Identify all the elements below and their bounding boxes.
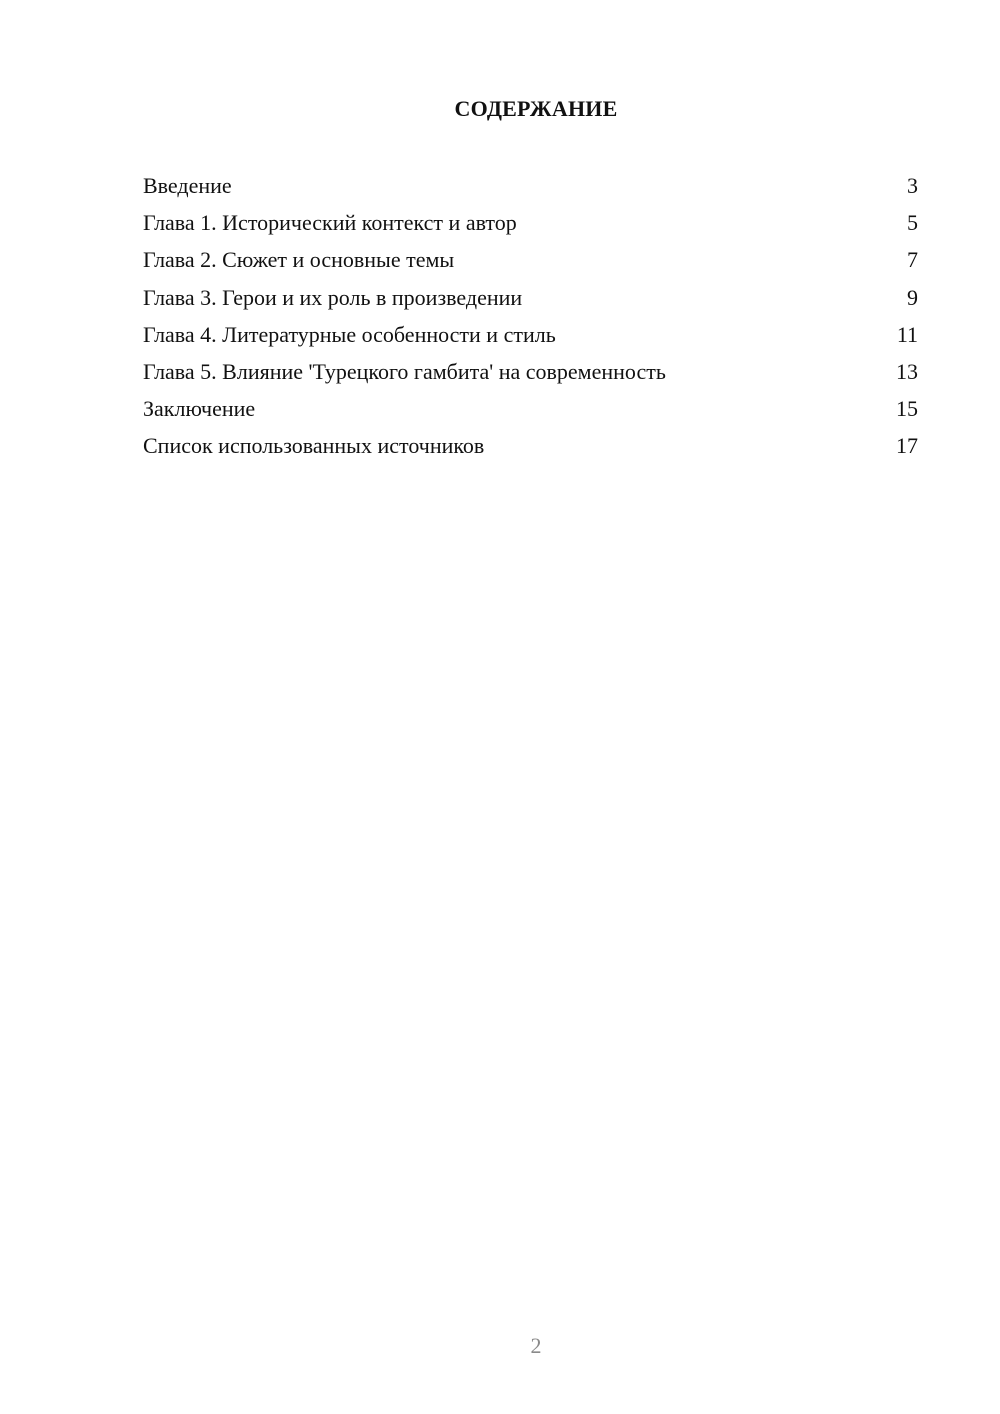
- page-number: 2: [530, 1333, 542, 1358]
- toc-entry-page: 9: [907, 284, 918, 310]
- toc-entry-label: Глава 1. Исторический контекст и автор: [143, 210, 517, 236]
- toc-entry-page: 15: [896, 396, 918, 422]
- toc-entry-label: Список использованных источников: [143, 433, 485, 459]
- toc-entry-page: 17: [896, 433, 918, 459]
- toc-entry-conclusion[interactable]: [143, 390, 918, 427]
- toc-entry-page: 5: [907, 210, 918, 236]
- toc-entry-label: Глава 3. Герои и их роль в произведении: [143, 284, 523, 310]
- toc-entry-label: Глава 2. Сюжет и основные темы: [143, 247, 455, 273]
- toc-entry-label: Заключение: [143, 396, 256, 422]
- toc-entry-chapter-1[interactable]: [143, 204, 918, 241]
- toc-entry-chapter-4[interactable]: [143, 316, 918, 353]
- toc-list: [143, 167, 918, 465]
- toc-entry-page: 13: [896, 358, 918, 384]
- toc-entry-page: 11: [896, 321, 918, 347]
- toc-entry-page: 3: [907, 173, 918, 198]
- toc-entry-page: 7: [907, 247, 918, 273]
- toc-entry-label: Глава 4. Литературные особенности и стиль: [143, 321, 556, 347]
- toc-entry-chapter-5[interactable]: [143, 353, 918, 390]
- toc-title: СОДЕРЖАНИЕ: [454, 96, 618, 121]
- toc-entry-chapter-3[interactable]: [143, 279, 918, 316]
- toc-entry-references[interactable]: [143, 427, 918, 464]
- toc-entry-label: Введение: [143, 173, 232, 198]
- toc-entry-label: Глава 5. Влияние 'Турецкого гамбита' на современность: [143, 358, 666, 384]
- toc-entry-introduction[interactable]: [143, 167, 918, 204]
- toc-entry-chapter-2[interactable]: [143, 241, 918, 278]
